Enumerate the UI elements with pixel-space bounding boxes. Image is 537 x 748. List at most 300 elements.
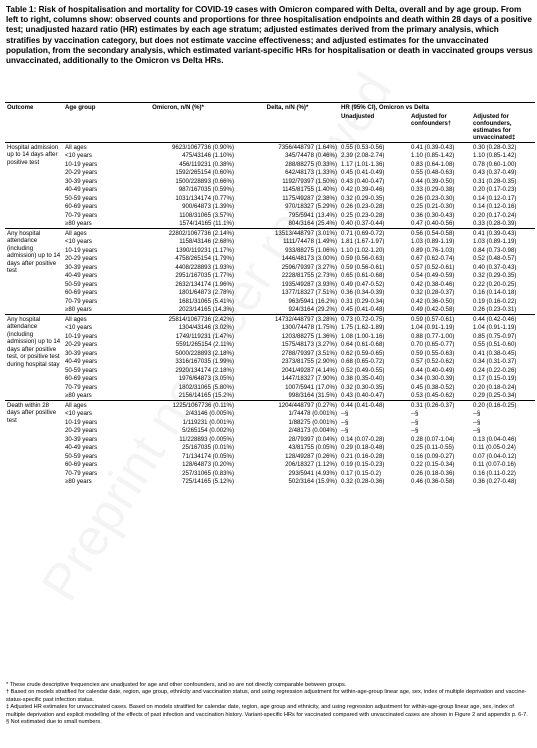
omicron-count-cell: 71/134174 (0.05%) — [182, 452, 234, 460]
hr-unadjusted-cell: 0.52 (0.49-0.55) — [341, 366, 385, 374]
outcome-label: Any hospital attendance (including admission) up to 14 days after positive test — [5, 228, 63, 314]
table-row — [5, 435, 535, 444]
omicron-count-cell: 1749/119231 (1.47%) — [175, 332, 234, 340]
hr-adjusted-cell: --§ — [411, 427, 419, 434]
hr-unvaccinated-cell: 0.78 (0.60-1.00) — [473, 160, 517, 168]
hr-unvaccinated-cell: 0.20 (0.18-0.24) — [473, 383, 517, 391]
hr-adjusted-cell: 0.88 (0.77-1.00) — [411, 332, 455, 340]
hr-unvaccinated-cell: 0.24 (0.22-0.26) — [473, 366, 517, 374]
delta-count-cell: 28/79397 (0.04%) — [288, 435, 337, 443]
hr-unadjusted-cell: 0.59 (0.56-0.63) — [341, 255, 385, 262]
omicron-count-cell: 2632/134174 (1.96%) — [175, 280, 234, 288]
hr-unadjusted-cell: 0.17 (0.15-0.2) — [341, 469, 381, 477]
age-group-cell: 50-59 years — [65, 366, 98, 374]
hr-unvaccinated-cell: 0.26 (0.23-0.31) — [473, 306, 517, 313]
table-row — [5, 374, 535, 383]
table-row — [5, 202, 535, 211]
hr-unadjusted-cell: 0.29 (0.18-0.48) — [341, 444, 385, 451]
hr-unvaccinated-cell: 0.41 (0.39-0.43) — [471, 228, 535, 237]
hr-adjusted-cell: 0.67 (0.62-0.74) — [411, 255, 455, 262]
footnotes — [6, 682, 534, 726]
hr-unadjusted-cell: 0.32 (0.29-0.35) — [341, 194, 385, 202]
table-row — [5, 332, 535, 341]
hr-adjusted-cell: 0.22 (0.15-0.34) — [411, 461, 455, 468]
table-row — [5, 185, 535, 194]
hr-unvaccinated-cell: 0.32 (0.29-0.35) — [473, 272, 517, 279]
hr-unadjusted-cell: 0.40 (0.37-0.44) — [341, 220, 385, 227]
delta-count-cell: 43/81755 (0.05%) — [288, 444, 337, 451]
header-delta: Delta, n/N (%)* — [236, 103, 339, 112]
age-group-cell: 20-29 years — [65, 427, 98, 434]
hr-adjusted-cell: 1.10 (0.85-1.42) — [411, 152, 455, 159]
omicron-count-cell: 1304/43146 (3.02%) — [178, 324, 234, 331]
hr-unvaccinated-cell: 0.14 (0.12-0.16) — [473, 203, 517, 210]
hr-unadjusted-cell: 0.19 (0.15-0.23) — [341, 461, 385, 468]
age-group-cell: 30-39 years — [65, 349, 98, 357]
table-row — [5, 288, 535, 297]
delta-count-cell: 1145/81755 (1.40%) — [282, 186, 337, 193]
hr-adjusted-cell: 0.45 (0.38-0.52) — [411, 383, 455, 391]
delta-count-cell: 2/48173 (0.004%) — [288, 427, 337, 434]
outcome-label: Hospital admission up to 14 days after positive test — [5, 142, 63, 228]
age-group-cell: 20-29 years — [65, 341, 98, 348]
header-outcome: Outcome — [5, 103, 63, 112]
age-group-cell: 70-79 years — [65, 383, 98, 391]
table-row — [5, 452, 535, 461]
omicron-count-cell: 4758/265154 (1.79%) — [175, 255, 234, 262]
hr-adjusted-cell: 0.42 (0.38-0.46) — [411, 280, 455, 288]
delta-count-cell: 14732/448797 (3.28%) — [236, 314, 339, 323]
header-age-group: Age group — [63, 103, 120, 112]
hr-adjusted-cell: 0.53 (0.45-0.62) — [411, 392, 455, 399]
hr-unadjusted-cell: 0.25 (0.23-0.28) — [341, 211, 385, 219]
delta-count-cell: 998/3164 (31.5%) — [288, 392, 337, 399]
hr-unadjusted-cell: 1.75 (1.62-1.89) — [341, 324, 385, 331]
age-group-cell: 50-59 years — [65, 280, 98, 288]
omicron-count-cell: 22802/1067736 (2.14%) — [120, 228, 236, 237]
delta-count-cell: 206/18327 (1.12%) — [285, 461, 337, 468]
hr-unvaccinated-cell: --§ — [473, 410, 481, 417]
age-group-cell: 40-49 years — [65, 272, 98, 279]
delta-count-cell: 1447/18327 (7.90%) — [281, 375, 337, 382]
hr-adjusted-cell: 1.04 (0.91-1.19) — [411, 324, 455, 331]
table-row — [5, 237, 535, 246]
hr-adjusted-cell: 0.59 (0.57-0.61) — [409, 314, 471, 323]
delta-count-cell: 1/74478 (0.001%) — [288, 410, 337, 417]
hr-adjusted-cell: 0.25 (0.11-0.55) — [411, 444, 454, 451]
hr-adjusted-cell: 0.55 (0.48-0.63) — [411, 169, 455, 176]
hr-unadjusted-cell: 0.45 (0.41-0.49) — [341, 169, 385, 176]
hr-unvaccinated-cell: 0.41 (0.38-0.45) — [473, 349, 517, 357]
omicron-count-cell: 1031/134174 (0.77%) — [175, 194, 234, 202]
footnote-unvaccinated: ‡ Adjusted HR estimates for unvaccinated cases. Based on models stratified for calendar date, region, age group and ethnicity, and using regression adjustment for within-age-group linear age, sex, index of multiple deprivation and explicit modelling of the effects of past infection and vaccination history. Variant-specific HRs for vaccinated compared with unvaccinated cases are shown in Figure 2 and appendix p. 6-7. — [6, 704, 528, 718]
table-row — [5, 280, 535, 289]
table-row — [5, 151, 535, 160]
hr-unvaccinated-cell: 0.16 (0.11-0.22) — [473, 469, 516, 477]
omicron-count-cell: 25/167035 (0.01%) — [182, 444, 234, 451]
table-row — [5, 418, 535, 427]
delta-count-cell: 1111/74478 (1.49%) — [283, 238, 337, 245]
delta-count-cell: 345/74478 (0.46%) — [285, 152, 337, 159]
age-group-cell: 60-69 years — [65, 203, 98, 210]
table-row — [5, 219, 535, 228]
hr-unvaccinated-cell: 0.30 (0.28-0.32) — [471, 142, 535, 151]
age-group-cell: 10-19 years — [65, 332, 98, 340]
age-group-cell: 20-29 years — [65, 255, 98, 262]
delta-count-cell: 1575/48173 (3.27%) — [281, 341, 337, 348]
omicron-count-cell: 1/119231 (0.001%) — [182, 418, 234, 426]
table-row — [5, 263, 535, 272]
omicron-count-cell: 1390/119231 (1.17%) — [175, 246, 234, 254]
hr-unvaccinated-cell: 0.11 (0.05-0.24) — [473, 444, 516, 451]
hr-adjusted-cell: 0.59 (0.55-0.63) — [411, 349, 455, 357]
hr-unvaccinated-cell: 0.29 (0.25-0.34) — [473, 392, 517, 399]
hr-adjusted-cell: 0.70 (0.65-0.77) — [411, 341, 455, 348]
omicron-count-cell: 128/64873 (0.20%) — [182, 461, 234, 468]
hr-adjusted-cell: 0.26 (0.18-0.36) — [411, 469, 455, 477]
results-table — [5, 102, 535, 486]
hr-unadjusted-cell: 0.21 (0.16-0.28) — [341, 452, 385, 460]
omicron-count-cell: 2023/14165 (14.3%) — [178, 306, 234, 313]
omicron-count-cell: 1801/64873 (2.78%) — [178, 289, 234, 296]
age-group-cell: 50-59 years — [65, 194, 98, 202]
hr-unadjusted-cell: 0.59 (0.56-0.61) — [341, 263, 385, 271]
age-group-cell: ≥80 years — [65, 306, 92, 313]
omicron-count-cell: 1574/14165 (11.1%) — [179, 220, 234, 227]
age-group-cell: 40-49 years — [65, 444, 98, 451]
table-row — [5, 168, 535, 177]
delta-count-cell: 1446/48173 (3.00%) — [281, 255, 337, 262]
age-group-cell: 70-79 years — [65, 469, 98, 477]
age-group-cell: ≥80 years — [65, 392, 92, 399]
age-group-cell: 60-69 years — [65, 461, 98, 468]
omicron-count-cell: 1802/31065 (5.80%) — [178, 383, 234, 391]
omicron-count-cell: 5591/265154 (2.11%) — [175, 341, 234, 348]
age-group-cell: 70-79 years — [65, 297, 98, 305]
delta-count-cell: 2041/49287 (4.14%) — [281, 366, 337, 374]
hr-unadjusted-cell: 1.10 (1.02-1.20) — [341, 246, 385, 254]
table-row — [5, 323, 535, 332]
hr-unvaccinated-cell: --§ — [473, 427, 481, 434]
table-row — [5, 254, 535, 263]
age-group-cell: All ages — [63, 228, 120, 237]
delta-count-cell: 1300/74478 (1.75%) — [281, 324, 337, 331]
hr-unvaccinated-cell: --§ — [473, 418, 481, 426]
delta-count-cell: 13513/448797 (3.01%) — [236, 228, 339, 237]
omicron-count-cell: 4408/228893 (1.93%) — [175, 263, 234, 271]
age-group-cell: 10-19 years — [65, 418, 98, 426]
hr-unvaccinated-cell: 0.36 (0.27-0.48) — [473, 478, 517, 485]
table-row — [5, 349, 535, 358]
hr-adjusted-cell: 0.33 (0.29-0.38) — [411, 186, 455, 193]
age-group-cell: <10 years — [65, 410, 92, 417]
hr-adjusted-cell: 0.26 (0.23-0.30) — [411, 194, 455, 202]
hr-adjusted-cell: 0.44 (0.40-0.49) — [411, 366, 455, 374]
footnote-not-estimated: § Not estimated due to small numbers. — [6, 719, 102, 726]
hr-unadjusted-cell: 0.45 (0.41-0.48) — [341, 306, 385, 313]
hr-adjusted-cell: 0.42 (0.36-0.50) — [411, 297, 455, 305]
table-row — [5, 443, 535, 452]
omicron-count-cell: 456/119231 (0.38%) — [179, 160, 234, 168]
omicron-count-cell: 5/265154 (0.002%) — [182, 427, 234, 434]
hr-unvaccinated-cell: 0.11 (0.07-0.16) — [473, 461, 516, 468]
hr-adjusted-cell: 0.32 (0.28-0.37) — [411, 289, 455, 296]
delta-count-cell: 1192/79397 (1.50%) — [282, 177, 337, 185]
hr-adjusted-cell: 0.54 (0.49-0.59) — [411, 272, 455, 279]
header-hr: HR (95% CI), Omicron vs Delta — [339, 103, 535, 112]
omicron-count-cell: 900/64873 (1.39%) — [182, 203, 234, 210]
age-group-cell: <10 years — [65, 238, 92, 245]
hr-unadjusted-cell: 0.43 (0.40-0.47) — [341, 177, 385, 185]
delta-count-cell: 795/5941 (13.4%) — [288, 211, 337, 219]
hr-unadjusted-cell: 0.64 (0.61-0.68) — [341, 341, 385, 348]
omicron-count-cell: 1681/31065 (5.41%) — [178, 297, 234, 305]
table-row — [5, 160, 535, 169]
delta-count-cell: 502/3164 (15.9%) — [288, 478, 337, 485]
age-group-cell: 70-79 years — [65, 211, 98, 219]
hr-unvaccinated-cell: 1.10 (0.85-1.42) — [473, 152, 517, 159]
table-row — [5, 409, 535, 418]
hr-adjusted-cell: 0.83 (0.64-1.08) — [411, 160, 455, 168]
table-row — [5, 142, 535, 151]
hr-unadjusted-cell: 0.62 (0.59-0.65) — [341, 349, 385, 357]
delta-count-cell: 1007/5941 (17.0%) — [285, 383, 337, 391]
hr-unvaccinated-cell: 0.19 (0.16-0.22) — [473, 297, 517, 305]
omicron-count-cell: 257/31065 (0.83%) — [182, 469, 234, 477]
hr-adjusted-cell: 0.34 (0.30-0.39) — [411, 375, 455, 382]
delta-count-cell: 2596/79397 (3.27%) — [281, 263, 337, 271]
hr-unadjusted-cell: 1.08 (1.00-1.16) — [341, 332, 385, 340]
age-group-cell: 40-49 years — [65, 358, 98, 365]
omicron-count-cell: 987/167035 (0.59%) — [178, 186, 234, 193]
hr-adjusted-cell: 0.31 (0.26-0.37) — [409, 400, 471, 409]
omicron-count-cell: 1108/31065 (3.57%) — [179, 211, 234, 219]
omicron-count-cell: 1225/1067736 (0.11%) — [120, 400, 236, 409]
delta-count-cell: 1377/18327 (7.51%) — [281, 289, 337, 296]
hr-unvaccinated-cell: 1.03 (0.89-1.19) — [473, 238, 517, 245]
table-row — [5, 366, 535, 375]
delta-count-cell: 2788/79397 (3.51%) — [281, 349, 337, 357]
age-group-cell: <10 years — [65, 152, 92, 159]
hr-unvaccinated-cell: 0.17 (0.15-0.19) — [473, 375, 517, 382]
age-group-cell: 60-69 years — [65, 289, 98, 296]
hr-unadjusted-cell: 0.26 (0.23-0.28) — [341, 203, 385, 210]
table-row — [5, 391, 535, 400]
hr-adjusted-cell: 1.03 (0.89-1.19) — [411, 238, 455, 245]
hr-unadjusted-cell: 0.36 (0.34-0.39) — [341, 289, 385, 296]
hr-unadjusted-cell: --§ — [341, 410, 349, 417]
hr-adjusted-cell: --§ — [411, 418, 419, 426]
delta-count-cell: 288/88275 (0.33%) — [285, 160, 337, 168]
hr-unadjusted-cell: 0.65 (0.61-0.68) — [341, 272, 385, 279]
footnote-adjusted: † Based on models stratified for calendar date, region, age group, ethnicity and vaccination status, and using regression adjustment for within-age-group linear age, sex, index of multiple deprivation and vaccine-status-specific past infection status. — [6, 689, 527, 703]
table-row — [5, 271, 535, 280]
delta-count-cell: 970/18327 (5.29%) — [285, 203, 337, 210]
hr-unvaccinated-cell: 0.40 (0.37-0.43) — [473, 263, 517, 271]
hr-unvaccinated-cell: 0.22 (0.20-0.25) — [473, 280, 517, 288]
omicron-count-cell: 9623/1067736 (0.90%) — [120, 142, 236, 151]
hr-unvaccinated-cell: 0.31 (0.28-0.35) — [473, 177, 517, 185]
hr-unvaccinated-cell: 0.20 (0.17-0.23) — [473, 186, 517, 193]
delta-count-cell: 1175/49287 (2.38%) — [282, 194, 337, 202]
footnote-crude: * These crude descriptive frequencies are unadjusted for age and other confounders, and so are not directly comparable between groups. — [6, 682, 347, 688]
delta-count-cell: 963/5941 (16.2%) — [288, 297, 337, 305]
age-group-cell: 10-19 years — [65, 246, 98, 254]
hr-unadjusted-cell: 0.73 (0.72-0.75) — [339, 314, 409, 323]
age-group-cell: 30-39 years — [65, 177, 98, 185]
omicron-count-cell: 1158/43146 (2.68%) — [179, 238, 234, 245]
table-row — [5, 340, 535, 349]
header-omicron: Omicron, n/N (%)* — [120, 103, 236, 112]
hr-adjusted-cell: 0.57 (0.52-0.62) — [411, 358, 455, 365]
table-row — [5, 460, 535, 469]
hr-adjusted-cell: 0.36 (0.30-0.43) — [411, 211, 455, 219]
delta-count-cell: 1204/448797 (0.27%) — [236, 400, 339, 409]
hr-unadjusted-cell: --§ — [341, 418, 349, 426]
age-group-cell: 60-69 years — [65, 375, 98, 382]
delta-count-cell: 128/49287 (0.26%) — [285, 452, 337, 460]
omicron-count-cell: 2951/167035 (1.77%) — [175, 272, 234, 279]
hr-unadjusted-cell: 0.14 (0.07-0.28) — [341, 435, 385, 443]
age-group-cell: All ages — [63, 142, 120, 151]
table-row — [5, 305, 535, 314]
hr-adjusted-cell: 0.49 (0.42-0.58) — [411, 306, 455, 313]
hr-unadjusted-cell: 0.44 (0.41-0.48) — [339, 400, 409, 409]
age-group-cell: 40-49 years — [65, 186, 98, 193]
hr-adjusted-cell: 0.47 (0.40-0.56) — [411, 220, 455, 227]
hr-unvaccinated-cell: 0.44 (0.42-0.46) — [471, 314, 535, 323]
hr-adjusted-cell: 0.16 (0.09-0.27) — [411, 452, 455, 460]
age-group-cell: All ages — [63, 400, 120, 409]
hr-adjusted-cell: 0.41 (0.39-0.43) — [409, 142, 471, 151]
hr-unvaccinated-cell: 0.34 (0.31-0.37) — [473, 358, 517, 365]
hr-adjusted-cell: 0.25 (0.21-0.30) — [411, 203, 455, 210]
hr-unadjusted-cell: 0.55 (0.53-0.56) — [339, 142, 409, 151]
hr-unadjusted-cell: 0.32 (0.28-0.36) — [341, 478, 385, 485]
hr-unadjusted-cell: 0.43 (0.40-0.47) — [341, 392, 385, 399]
omicron-count-cell: 11/228893 (0.005%) — [179, 435, 234, 443]
header-adjusted-confounders: Adjusted for confounders† — [409, 112, 471, 143]
delta-count-cell: 2228/81755 (2.73%) — [281, 272, 337, 279]
delta-count-cell: 804/3164 (25.4%) — [288, 220, 337, 227]
delta-count-cell: 642/48173 (1.33%) — [285, 169, 337, 176]
table-row — [5, 426, 535, 435]
age-group-cell: 30-39 years — [65, 263, 98, 271]
hr-unvaccinated-cell: 0.43 (0.37-0.49) — [473, 169, 517, 176]
hr-unvaccinated-cell: 1.04 (0.91-1.19) — [473, 324, 517, 331]
header-adjusted-unvaccinated: Adjusted for confounders, estimates for unvaccinated‡ — [471, 112, 535, 143]
hr-unadjusted-cell: 0.32 (0.30-0.35) — [341, 383, 385, 391]
table-row — [5, 383, 535, 392]
table-row — [5, 177, 535, 186]
omicron-count-cell: 3316/167035 (1.99%) — [175, 358, 234, 365]
hr-unadjusted-cell: 0.68 (0.65-0.72) — [341, 358, 385, 365]
hr-unvaccinated-cell: 0.85 (0.75-0.97) — [473, 332, 517, 340]
table-title: Table 1: Risk of hospitalisation and mortality for COVID-19 cases with Omicron compared with Delta, overall and by age group. From left to right, columns show: observed counts and proportions for three hospitalisation endpoints and death within 28 days of a positive test; unadjusted hazard ratio (HR) estimates by each age stratum; adjusted estimates derived from the primary analysis, which stratifies by vaccination category, but does not estimate vaccine effectiveness; and adjusted estimates for the unvaccinated population, from the secondary analysis, which estimated variant-specific HRs for hospitalisation or death in vaccinated groups versus unvaccinated, additionally to the Omicron vs Delta HRs. — [6, 5, 533, 66]
hr-adjusted-cell: 0.56 (0.54-0.58) — [409, 228, 471, 237]
age-group-cell: 20-29 years — [65, 169, 98, 176]
hr-unadjusted-cell: 1.17 (1.01-1.36) — [341, 160, 385, 168]
omicron-count-cell: 25814/1067736 (2.42%) — [120, 314, 236, 323]
omicron-count-cell: 1976/64873 (3.05%) — [178, 375, 234, 382]
outcome-label: Any hospital attendance (including admission) up to 14 days after positive test, or positive test during hospital stay — [5, 314, 63, 400]
table-row — [5, 400, 535, 409]
omicron-count-cell: 1500/228893 (0.66%) — [175, 177, 234, 185]
age-group-cell: ≥80 years — [65, 220, 92, 227]
hr-adjusted-cell: 0.89 (0.76-1.03) — [411, 246, 455, 254]
hr-unvaccinated-cell: 0.14 (0.12-0.17) — [473, 194, 517, 202]
delta-count-cell: 1203/88275 (1.36%) — [281, 332, 337, 340]
hr-unadjusted-cell: 1.81 (1.67-1.97) — [341, 238, 385, 245]
omicron-count-cell: 725/14165 (5.12%) — [182, 478, 234, 485]
delta-count-cell: 1/88275 (0.001%) — [288, 418, 337, 426]
hr-unvaccinated-cell: 0.52 (0.48-0.57) — [473, 255, 517, 262]
hr-unadjusted-cell: 0.42 (0.39-0.46) — [341, 186, 385, 193]
delta-count-cell: 924/3164 (29.2%) — [288, 306, 337, 313]
hr-unvaccinated-cell: 0.16 (0.14-0.18) — [473, 289, 517, 296]
hr-unadjusted-cell: 0.38 (0.35-0.40) — [341, 375, 385, 382]
table-body — [5, 142, 535, 486]
table-row — [5, 246, 535, 255]
omicron-count-cell: 1592/265154 (0.60%) — [175, 169, 234, 176]
omicron-count-cell: 2/43146 (0.005%) — [185, 410, 234, 417]
hr-unadjusted-cell: 2.39 (2.08-2.74) — [341, 152, 385, 159]
omicron-count-cell: 2920/134174 (2.18%) — [175, 366, 234, 374]
hr-adjusted-cell: 0.44 (0.39-0.50) — [411, 177, 455, 185]
age-group-cell: All ages — [63, 314, 120, 323]
hr-unvaccinated-cell: 0.20 (0.17-0.24) — [473, 211, 517, 219]
delta-count-cell: 7356/448797 (1.64%) — [236, 142, 339, 151]
table-row — [5, 477, 535, 486]
hr-unadjusted-cell: 0.71 (0.69-0.72) — [339, 228, 409, 237]
age-group-cell: 30-39 years — [65, 435, 98, 443]
hr-unvaccinated-cell: 0.33 (0.28-0.39) — [473, 220, 517, 227]
table-row — [5, 357, 535, 366]
header-unadjusted: Unadjusted — [339, 112, 409, 143]
hr-unadjusted-cell: --§ — [341, 427, 349, 434]
outcome-label: Death within 28 days after positive test — [5, 400, 63, 486]
table-row — [5, 211, 535, 220]
hr-adjusted-cell: 0.28 (0.07-1.04) — [411, 435, 455, 443]
omicron-count-cell: 2156/14165 (15.2%) — [178, 392, 234, 399]
hr-unvaccinated-cell: 0.55 (0.51-0.60) — [473, 341, 517, 348]
hr-unvaccinated-cell: 0.07 (0.04-0.12) — [473, 452, 517, 460]
hr-unadjusted-cell: 0.31 (0.29-0.34) — [341, 297, 385, 305]
table-row — [5, 228, 535, 237]
hr-unvaccinated-cell: 0.13 (0.04-0.46) — [473, 435, 517, 443]
hr-adjusted-cell: 0.46 (0.36-0.58) — [411, 478, 455, 485]
table-row — [5, 297, 535, 306]
delta-count-cell: 933/88275 (1.06%) — [285, 246, 337, 254]
delta-count-cell: 2373/81755 (2.90%) — [281, 358, 337, 365]
table-row — [5, 194, 535, 203]
omicron-count-cell: 5000/228893 (2.18%) — [175, 349, 234, 357]
age-group-cell: 50-59 years — [65, 452, 98, 460]
age-group-cell: 10-19 years — [65, 160, 98, 168]
hr-unvaccinated-cell: 0.84 (0.73-0.98) — [473, 246, 517, 254]
table-row — [5, 314, 535, 323]
hr-adjusted-cell: --§ — [411, 410, 419, 417]
age-group-cell: <10 years — [65, 324, 92, 331]
hr-unadjusted-cell: 0.49 (0.47-0.52) — [341, 280, 385, 288]
table-row — [5, 469, 535, 478]
delta-count-cell: 1935/49287 (3.93%) — [281, 280, 337, 288]
delta-count-cell: 293/5941 (4.93%) — [288, 469, 337, 477]
omicron-count-cell: 475/43146 (1.10%) — [182, 152, 234, 159]
age-group-cell: ≥80 years — [65, 478, 92, 485]
hr-unvaccinated-cell: 0.20 (0.16-0.25) — [471, 400, 535, 409]
hr-adjusted-cell: 0.57 (0.52-0.61) — [411, 263, 455, 271]
